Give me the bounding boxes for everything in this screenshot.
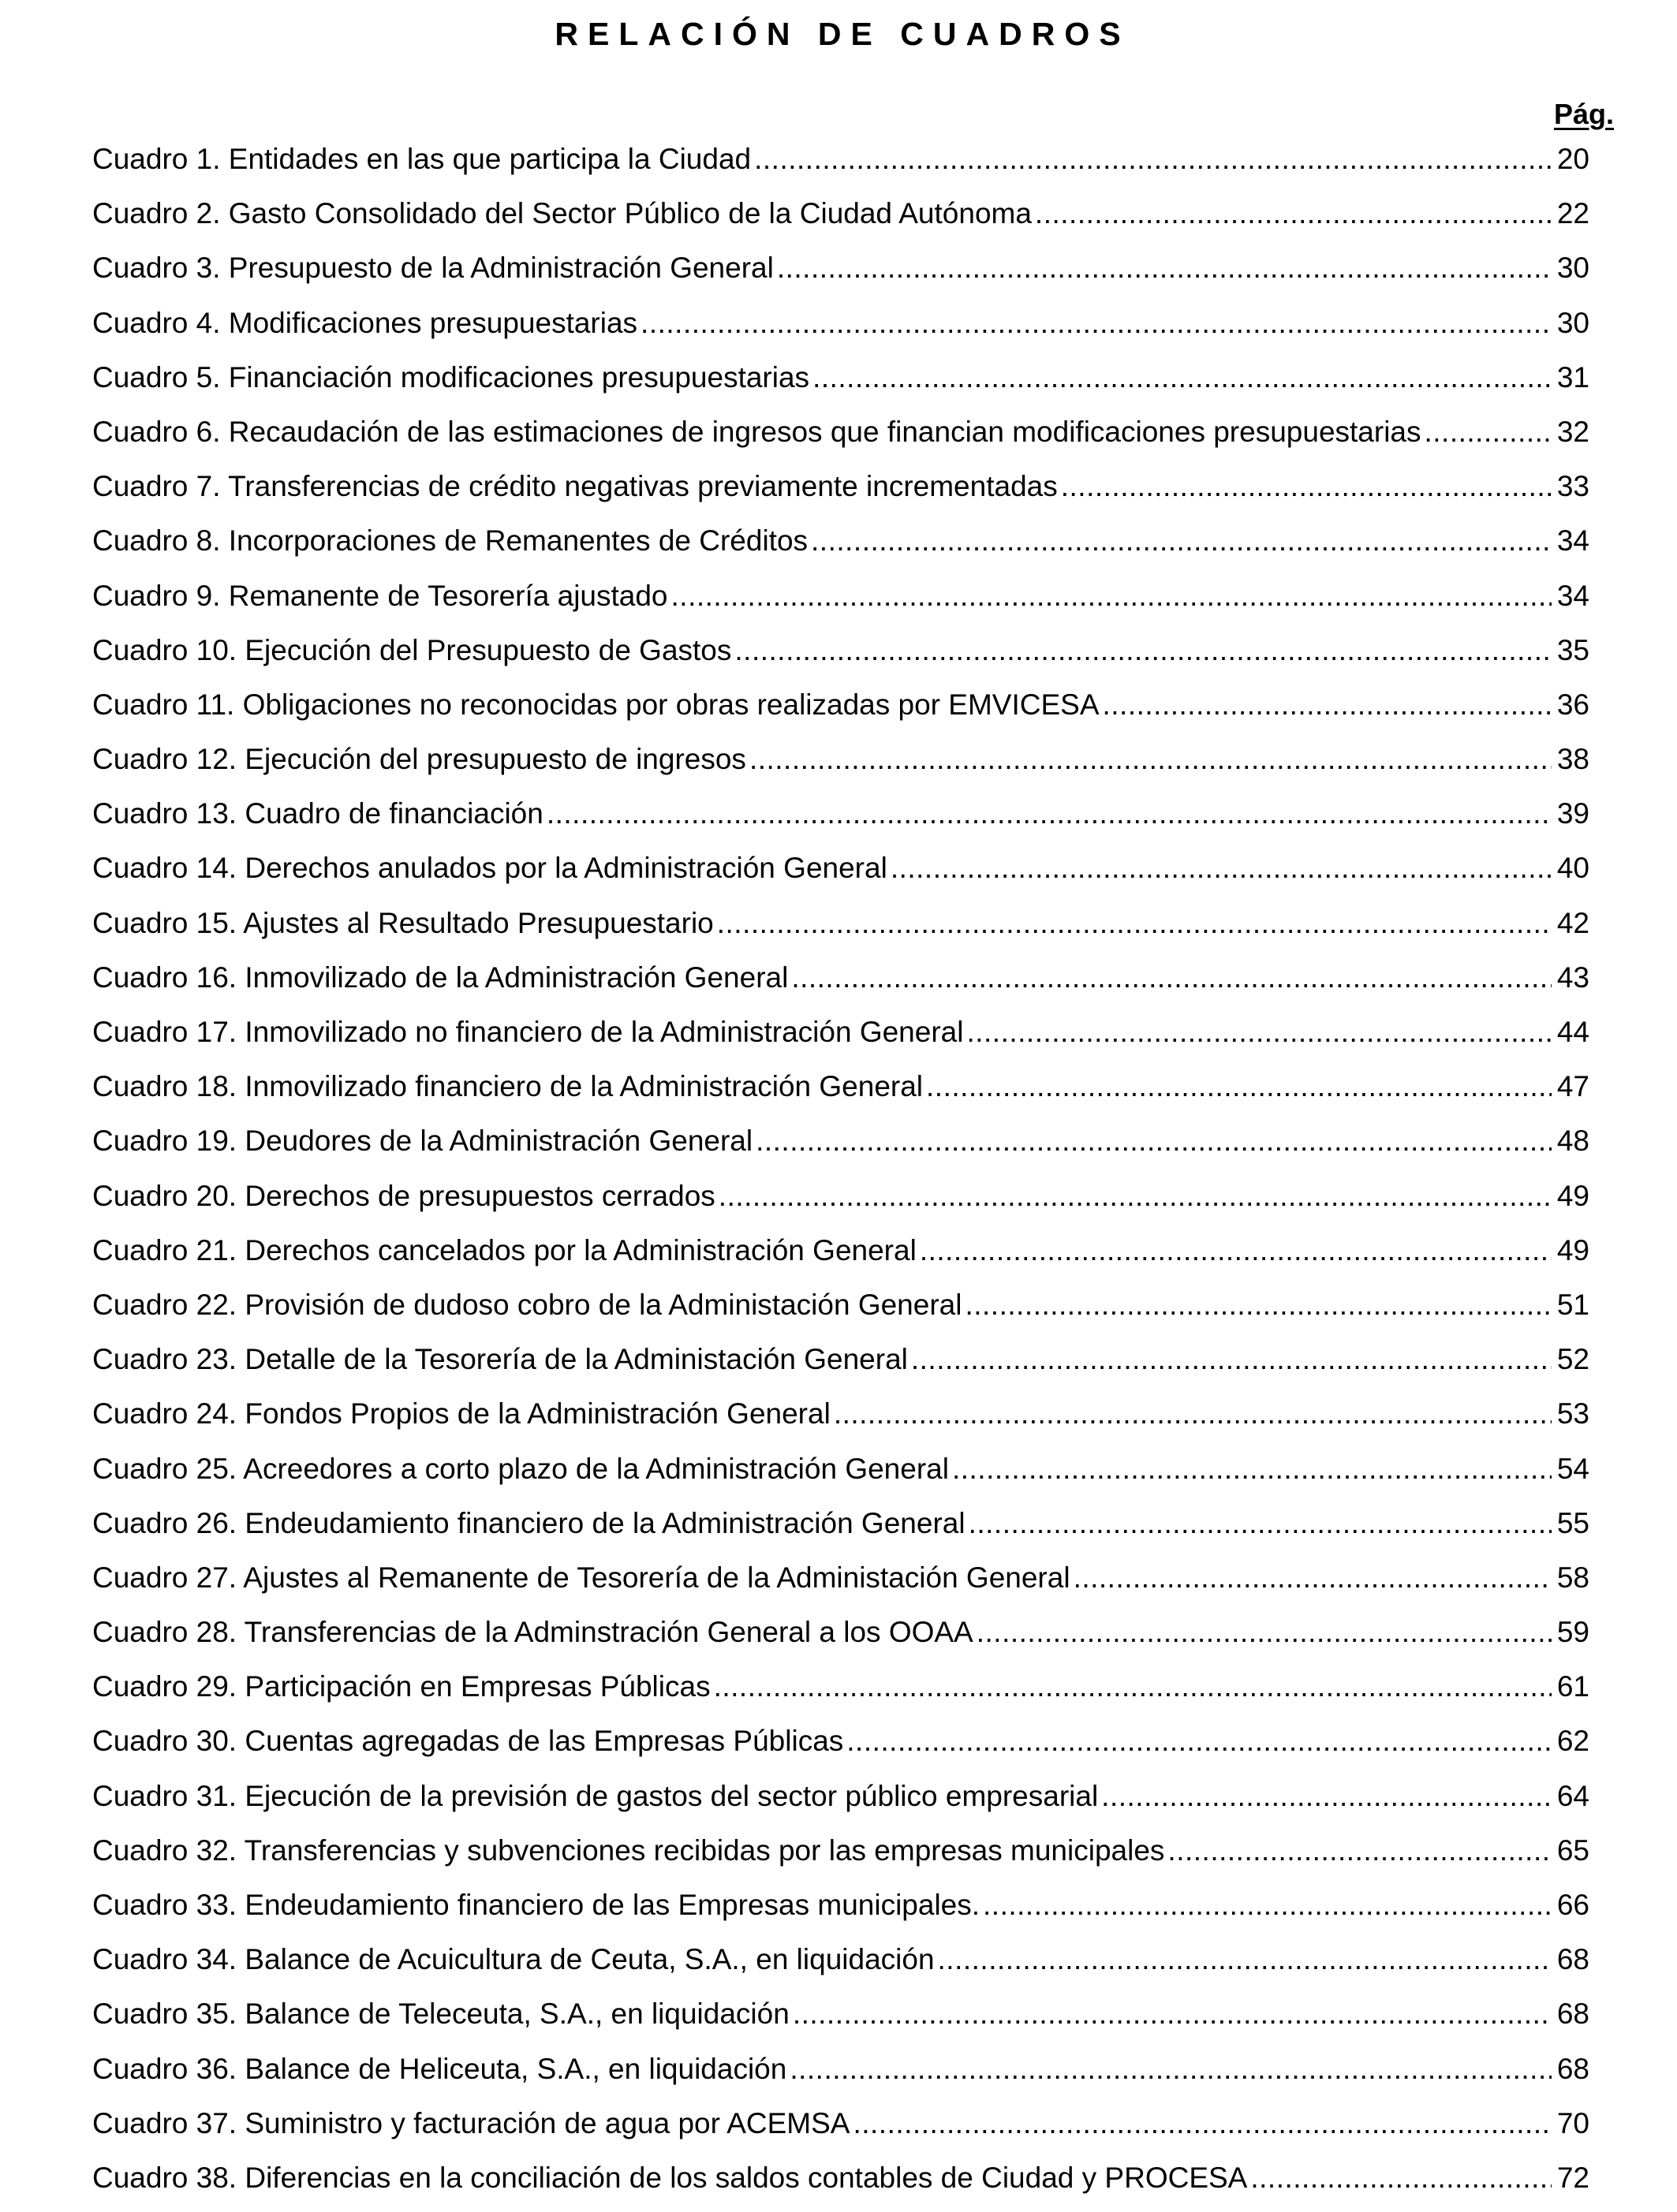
toc-entry [92,357,1589,412]
toc-entry-page: 35 [1556,633,1589,666]
toc-entry-page: 33 [1556,470,1589,503]
toc-entry-label: Cuadro 23. Detalle de la Tesorería de la Administación General [92,1343,908,1376]
dot-leader [853,2103,1552,2144]
toc-entry [92,1230,1589,1285]
dot-leader [719,1176,1552,1217]
toc-entry-page: 70 [1556,2106,1589,2139]
dot-leader [714,1666,1552,1707]
toc-entry-page: 22 [1556,197,1589,230]
toc-entry-label: Cuadro 8. Incorporaciones de Remanentes de Créditos [92,524,809,558]
toc-entry-page: 68 [1556,2052,1589,2085]
toc-entry-page: 31 [1556,360,1589,394]
toc-entry-page: 40 [1556,852,1589,885]
dot-leader [926,1066,1552,1107]
toc-entry-page: 32 [1556,415,1589,448]
toc-entry-label: Cuadro 21. Derechos cancelados por la Administración General [92,1233,917,1266]
dot-leader [793,1994,1552,2035]
dot-leader [891,848,1552,889]
toc-entry [92,2049,1589,2103]
toc-entry [92,1503,1589,1557]
dot-leader [811,520,1552,561]
toc-entry [92,1721,1589,1775]
dot-leader [1035,193,1552,234]
toc-entry-page: 49 [1556,1179,1589,1212]
toc-entry [92,2158,1589,2212]
toc-entry-page: 30 [1556,252,1589,285]
toc-entry-label: Cuadro 31. Ejecución de la previsión de gastos del sector público empresarial [92,1779,1099,1812]
toc-entry-label: Cuadro 4. Modificaciones presupuestarias [92,306,638,339]
toc-entry [92,1666,1589,1721]
toc-entry-page: 58 [1556,1561,1589,1594]
toc-entry-label: Cuadro 17. Inmovilizado no financiero de la Administración General [92,1016,964,1048]
toc-entry-label: Cuadro 26. Endeudamiento financiero de la Administración General [92,1506,965,1539]
toc-entry-label: Cuadro 15. Ajustes al Resultado Presupuestario [92,906,714,939]
dot-leader [952,1449,1552,1490]
toc-entry-label: Cuadro 34. Balance de Acuicultura de Ceuta, S.A., en liquidación [92,1943,935,1976]
dot-leader [977,1612,1552,1653]
toc-entry-label: Cuadro 25. Acreedores a corto plazo de la Administración General [92,1452,949,1485]
toc-entry-label: Cuadro 3. Presupuesto de la Administración General [92,252,774,285]
toc-entry [92,1557,1589,1612]
toc-entry [92,1994,1589,2048]
toc-entry-page: 42 [1556,906,1589,939]
toc-entry-label: Cuadro 7. Transferencias de crédito negativas previamente incrementadas [92,470,1058,503]
toc-entry [92,1176,1589,1230]
toc-entry-page: 34 [1556,524,1589,558]
page-column-header: Pág. [1553,98,1614,130]
toc-entry [92,303,1589,357]
toc-entry-page: 43 [1556,961,1589,994]
toc-entry-label: Cuadro 27. Ajustes al Remanente de Tesorería de la Administación General [92,1561,1070,1594]
toc-entry [92,139,1589,193]
toc-entry-label: Cuadro 32. Transferencias y subvenciones recibidas por las empresas municipales [92,1833,1165,1867]
toc-entry-label: Cuadro 13. Cuadro de financiación [92,797,543,830]
toc-entry-page: 34 [1556,579,1589,612]
toc-entry-label: Cuadro 22. Provisión de dudoso cobro de la Administación General [92,1288,962,1321]
page-title: RELACIÓN DE CUADROS [555,16,1130,52]
toc-entry-label: Cuadro 37. Suministro y facturación de agua por ACEMSA [92,2106,850,2139]
dot-leader [1250,2158,1552,2199]
toc-entry-label: Cuadro 16. Inmovilizado de la Administración General [92,961,789,994]
toc-entry-page: 61 [1556,1670,1589,1703]
dot-leader [834,1393,1552,1434]
dot-leader [846,1721,1552,1762]
toc-entry-label: Cuadro 35. Balance de Teleceuta, S.A., en liquidación [92,1998,790,2031]
dot-leader [1061,466,1552,507]
dot-leader [671,576,1552,617]
toc-entry-label: Cuadro 18. Inmovilizado financiero de la Administración General [92,1070,924,1103]
toc-entry [92,1121,1589,1175]
toc-entry-page: 39 [1556,797,1589,830]
toc-entry [92,739,1589,793]
toc-entry-page: 47 [1556,1070,1589,1103]
dot-leader [911,1339,1552,1380]
toc-entry-page: 64 [1556,1779,1589,1812]
toc-entry-label: Cuadro 10. Ejecución del Presupuesto de Gastos [92,633,732,666]
toc-entry-page: 53 [1556,1397,1589,1431]
toc-entry-page: 68 [1556,1998,1589,2031]
toc-entry [92,193,1589,248]
toc-entry-label: Cuadro 24. Fondos Propios de la Administración General [92,1397,831,1431]
toc-entry-label: Cuadro 12. Ejecución del presupuesto de ingresos [92,743,746,776]
toc-entry [92,2103,1589,2158]
toc-entry-label: Cuadro 11. Obligaciones no reconocidas por obras realizadas por EMVICESA [92,688,1100,721]
toc-entry-label: Cuadro 20. Derechos de presupuestos cerrados [92,1179,715,1212]
toc-entry-page: 38 [1556,743,1589,776]
toc-entry-label: Cuadro 36. Balance de Heliceuta, S.A., en liquidación [92,2052,787,2085]
toc-entry [92,466,1589,520]
toc-entry [92,1885,1589,1939]
toc-entry-label: Cuadro 33. Endeudamiento financiero de las Empresas municipales. [92,1889,980,1921]
table-of-contents [92,139,1589,2212]
toc-entry [92,684,1589,739]
dot-leader [983,1885,1552,1926]
toc-entry-page: 36 [1556,688,1589,721]
toc-entry-label: Cuadro 19. Deudores de la Administración General [92,1125,753,1158]
dot-leader [791,957,1552,998]
dot-leader [777,248,1552,289]
dot-leader [1167,1830,1552,1871]
toc-entry-label: Cuadro 38. Diferencias en la conciliación de los saldos contables de Ciudad y PROCESA [92,2161,1248,2194]
toc-entry-page: 49 [1556,1233,1589,1266]
toc-entry-page: 55 [1556,1506,1589,1539]
toc-entry-label: Cuadro 1. Entidades en las que participa la Ciudad [92,143,752,175]
toc-entry [92,1393,1589,1448]
toc-entry-page: 62 [1556,1725,1589,1758]
toc-entry-page: 66 [1556,1889,1589,1921]
dot-leader [717,903,1552,944]
toc-entry [92,412,1589,466]
dot-leader [790,2049,1552,2090]
toc-entry-label: Cuadro 14. Derechos anulados por la Administración General [92,852,887,885]
toc-entry-label: Cuadro 6. Recaudación de las estimaciones de ingresos que financian modificaciones presupuestarias [92,415,1421,448]
toc-entry-page: 59 [1556,1616,1589,1649]
toc-entry-label: Cuadro 2. Gasto Consolidado del Sector Público de la Ciudad Autónoma [92,197,1032,230]
toc-entry-page: 72 [1556,2161,1589,2194]
toc-entry [92,1012,1589,1066]
dot-leader [756,1121,1552,1162]
toc-entry [92,957,1589,1012]
toc-entry-label: Cuadro 9. Remanente de Tesorería ajustado [92,579,668,612]
toc-entry-label: Cuadro 5. Financiación modificaciones presupuestarias [92,360,810,394]
toc-entry [92,576,1589,630]
toc-entry [92,1449,1589,1503]
toc-entry [92,630,1589,684]
dot-leader [920,1230,1552,1271]
dot-leader [1074,1557,1552,1598]
toc-entry-page: 48 [1556,1125,1589,1158]
dot-leader [1101,1776,1552,1817]
toc-entry-label: Cuadro 30. Cuentas agregadas de las Empresas Públicas [92,1725,844,1758]
toc-entry-label: Cuadro 29. Participación en Empresas Públicas [92,1670,711,1703]
toc-entry [92,903,1589,957]
toc-entry [92,848,1589,902]
toc-entry-page: 65 [1556,1833,1589,1867]
toc-entry [92,248,1589,302]
dot-leader [734,630,1552,671]
toc-entry [92,1285,1589,1339]
dot-leader [938,1939,1552,1980]
toc-entry-page: 52 [1556,1343,1589,1376]
toc-entry-page: 54 [1556,1452,1589,1485]
toc-entry-page: 30 [1556,306,1589,339]
toc-entry [92,1830,1589,1885]
toc-entry [92,1066,1589,1121]
dot-leader [966,1012,1552,1053]
dot-leader [1103,684,1552,726]
toc-entry [92,1339,1589,1393]
dot-leader [812,357,1552,398]
dot-leader [641,303,1552,344]
toc-entry [92,793,1589,848]
toc-entry [92,1939,1589,1994]
dot-leader [749,739,1552,780]
toc-entry [92,1776,1589,1830]
toc-entry-label: Cuadro 28. Transferencias de la Adminstración General a los OOAA [92,1616,973,1649]
dot-leader [547,793,1552,834]
dot-leader [754,139,1552,180]
toc-entry-page: 20 [1556,143,1589,175]
toc-entry [92,1612,1589,1666]
toc-entry-page: 68 [1556,1943,1589,1976]
toc-entry [92,520,1589,575]
toc-entry-page: 44 [1556,1016,1589,1048]
dot-leader [965,1285,1552,1326]
dot-leader [1425,412,1552,453]
dot-leader [969,1503,1552,1544]
toc-entry-page: 51 [1556,1288,1589,1321]
